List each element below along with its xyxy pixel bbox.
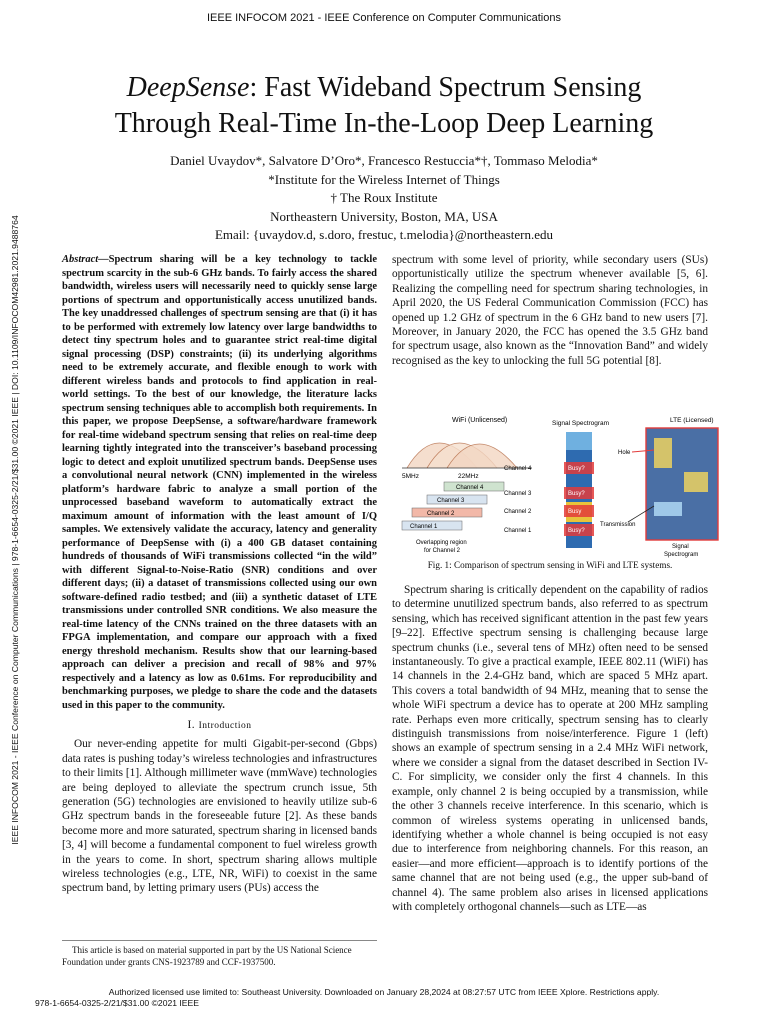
side-identifier-text: IEEE INFOCOM 2021 - IEEE Conference on Computer Communications | 978-1-6654-0325-2/21/$31.00 ©2021 IEEE | DOI: 10.1109/INFOCOM42981.2021.9488764 [10,215,20,845]
section-number: I. [187,719,196,731]
title-emphasis: DeepSense [126,72,250,103]
figure-1-drawing [392,410,722,560]
overlap-label-2: for Channel 2 [424,548,461,554]
spectrogram-band-top [566,432,592,450]
abstract [62,253,377,712]
mhz22-label: 22MHz [458,473,479,480]
signal-label-2: Spectrogram [664,552,699,558]
wifi-ch1-label: Channel 1 [410,524,438,530]
figure-1 [392,410,722,560]
wifi-ch3-label: Channel 3 [437,498,465,504]
mid-ch1-label: Channel 1 [504,528,532,534]
footnote-text: This article is based on material supported in part by the US National Science Foundation under grants CNS-1923789 and CCF-1937500. [62,945,352,967]
author-email: Email: {uvaydov.d, s.doro, frestuc, t.melodia}@northeastern.edu [214,227,554,242]
abstract-text: —Spectrum sharing will be a key technology to tackle spectrum scarcity in the sub-6 GHz bands. To fairly access the shared bandwidth, wireless users will necessarily need to quickly sense large portions of spectrum and opportunistically access unutilized bands. The key unaddressed challenges of spectrum sensing are that (i) it has to be performed with extremely low latency over large bandwidths to detect tiny spectrum holes and to guarantee strict real-time digital signal processing (DSP) constraints; (ii) its underlying algorithms need to be extremely accurate, and flexible enough to work with different wireless bands and protocols to find application in real-world settings. To the best of our knowledge, the literature lacks spectrum sensing techniques able to accomplish both requirements. In this paper, we propose DeepSense, a software/hardware framework for real-time wideband spectrum sensing that relies on real-time deep learning tightly integrated into the transceiver’s baseband processing logic to detect and exploit unutilized spectrum bands. DeepSense uses a convolutional neural network (CNN) implemented in the wireless platform’s hardware fabric to analyze a small portion of the unprocessed baseband waveform to automatically extract the maximum amount of information with the least amount of I/Q samples. We extensively validate the accuracy, latency and generality performance of DeepSense with (i) a 400 GB dataset containing hundreds of thousands of WiFi transmissions collected “in the wild” with different Signal-to-Noise-Ratio (SNR) conditions and over different days; (ii) a dataset of transmissions collected using our own software-defined radio testbed; and (iii) a synthetic dataset of LTE transmissions under controlled SNR conditions. We also measure the real-time latency of the CNNs trained on the three datasets with an FPGA implementation, and compare our approach with a fixed energy threshold mechanism. Results show that our learning-based approach can deliver a precision and recall of 98% and 97% respectively and a latency as low as 0.61ms. For reproducibility and benchmarking purposes, we pledge to share the code and the datasets used in this paper to the community. [62,254,377,711]
wifi-ch2-label: Channel 2 [427,511,455,517]
author-names: Daniel Uvaydov*, Salvatore D’Oro*, Francesco Restuccia*†, Tommaso Melodia* [170,153,598,168]
title-line-1 [0,70,768,106]
status-3: Busy? [568,491,585,497]
title-line-2: Through Real-Time In-the-Loop Deep Learning [114,108,654,139]
right-column-top [392,253,708,368]
affiliation-3: Northeastern University, Boston, MA, USA [270,208,498,224]
conference-header: IEEE INFOCOM 2021 - IEEE Conference on Computer Communications [207,12,561,24]
right-column-bottom [392,583,708,914]
overlap-label: Overlapping region [416,540,467,546]
mid-ch3-label: Channel 3 [504,491,532,497]
status-1: Busy? [568,528,585,534]
hole-label: Hole [618,450,631,456]
author-block [0,152,768,245]
right-paragraph-1: spectrum with some level of priority, while secondary users (SUs) opportunistically utilize the spectrum whenever available [5, 6]. Realizing the compelling need for spectrum sharing technologies, in April 2020, the US Federal Communication Commission (FCC) has opened up 1.2 GHz of spectrum in the 6 GHz band to new users [7]. Moreover, in January 2020, the FCC has opened the 3.5 GHz band for spectrum usage, also known as the “Innovation Band” and widely recognised as the key to unlocking the full 5G potential [8]. [392,254,708,367]
copyright-line: 978-1-6654-0325-2/21/$31.00 ©2021 IEEE [35,998,200,1008]
paper-title [0,70,768,142]
status-4: Busy? [568,466,585,472]
license-notice: Authorized licensed use limited to: Southeast University. Downloaded on January 28,2024 at 08:27:57 UTC from IEEE Xplore. Restrictions apply. [108,987,660,997]
footnote [62,940,377,968]
lte-label: LTE (Licensed) [670,417,714,424]
mid-ch4-label: Channel 4 [504,466,532,472]
signal-label-1: Signal [672,544,689,550]
transmission-label: Transmission [600,522,636,528]
affiliation-1: *Institute for the Wireless Internet of Things [268,171,500,187]
title-line-1-rest: : Fast Wideband Spectrum Sensing [249,72,642,103]
status-2: Busy [568,509,582,515]
lte-block-2 [684,472,708,492]
side-identifier [5,160,25,900]
wifi-label: WiFi (Unlicensed) [452,417,508,424]
section-heading [62,718,377,733]
intro-paragraph: Our never-ending appetite for multi Gigabit-per-second (Gbps) data rates is pushing today’s wireless technologies and infrastructures to their limits [1]. Although millimeter wave (mmWave) technologies are being deployed to alleviate the spectrum crunch issue, 5th generation (5G) technologies are envisioned to heavily utilize sub-6 GHz spectrum bands in the foreseeable future [2]. As these bands become more and more saturated, spectrum sharing in licensed bands [3, 4] will become a fundamental component to fuel wireless growth in the years to come. In short, spectrum sharing allows multiple wireless technologies (e.g., LTE, NR, WiFi) to coexist in the same spectrum band, by letting primary users (PUs) access the [62,738,377,895]
spectrogram-label: Signal Spectrogram [552,420,610,427]
section-title: Introduction [198,721,252,731]
lte-block-1 [654,438,672,468]
left-column [62,253,377,896]
lte-block-3 [654,502,682,516]
mid-ch2-label: Channel 2 [504,509,532,515]
wifi-ch4-label: Channel 4 [456,485,484,491]
mhz5-label: 5MHz [402,473,419,480]
abstract-lead: Abstract [62,254,99,265]
affiliation-2: † The Roux Institute [330,190,438,205]
right-paragraph-2: Spectrum sharing is critically dependent on the capability of radios to determine unutilized spectrum bands, also referred to as spectrum sensing, which has received significant attention in the past few years [9–22]. Effective spectrum sensing is challenging because large spectrum chunks (i.e., several tens of MHz) often need to be sensed instantaneously. To give a practical example, IEEE 802.11 (WiFi) has 14 channels in the 2.4-GHz band, which are spaced 5 MHz apart. This covers a total bandwidth of 94 MHz, meaning that to sense the whole WiFi spectrum a device has to operate at 200 MHz sampling rate. Perhaps even more critically, spectrum sensing has to clearly distinguish transmissions from noise/interference. Figure 1 (left) shows an example of spectrum sensing in a 2.4 MHz WiFi network, where we consider a signal from the dataset described in Section IV-C. For simplicity, we consider only the first 4 channels. In this example, only channel 2 is being occupied by a transmission, while the other 3 channels receive interference. In this scenario, which is common of wireless systems operating in unlicensed bands, identifying whether a whole channel is being occupied is not easy due to interference from neighboring channels. For this reason, an easier—and more efficient—approach is to identify portions of the same channel that are not being used (e.g., the upper sub-band of channel 4). The same problem also arises in licensed applications with completely orthogonal channels—such as LTE—as [392,584,708,913]
figure-caption: Fig. 1: Comparison of spectrum sensing in WiFi and LTE systems. [427,560,673,570]
